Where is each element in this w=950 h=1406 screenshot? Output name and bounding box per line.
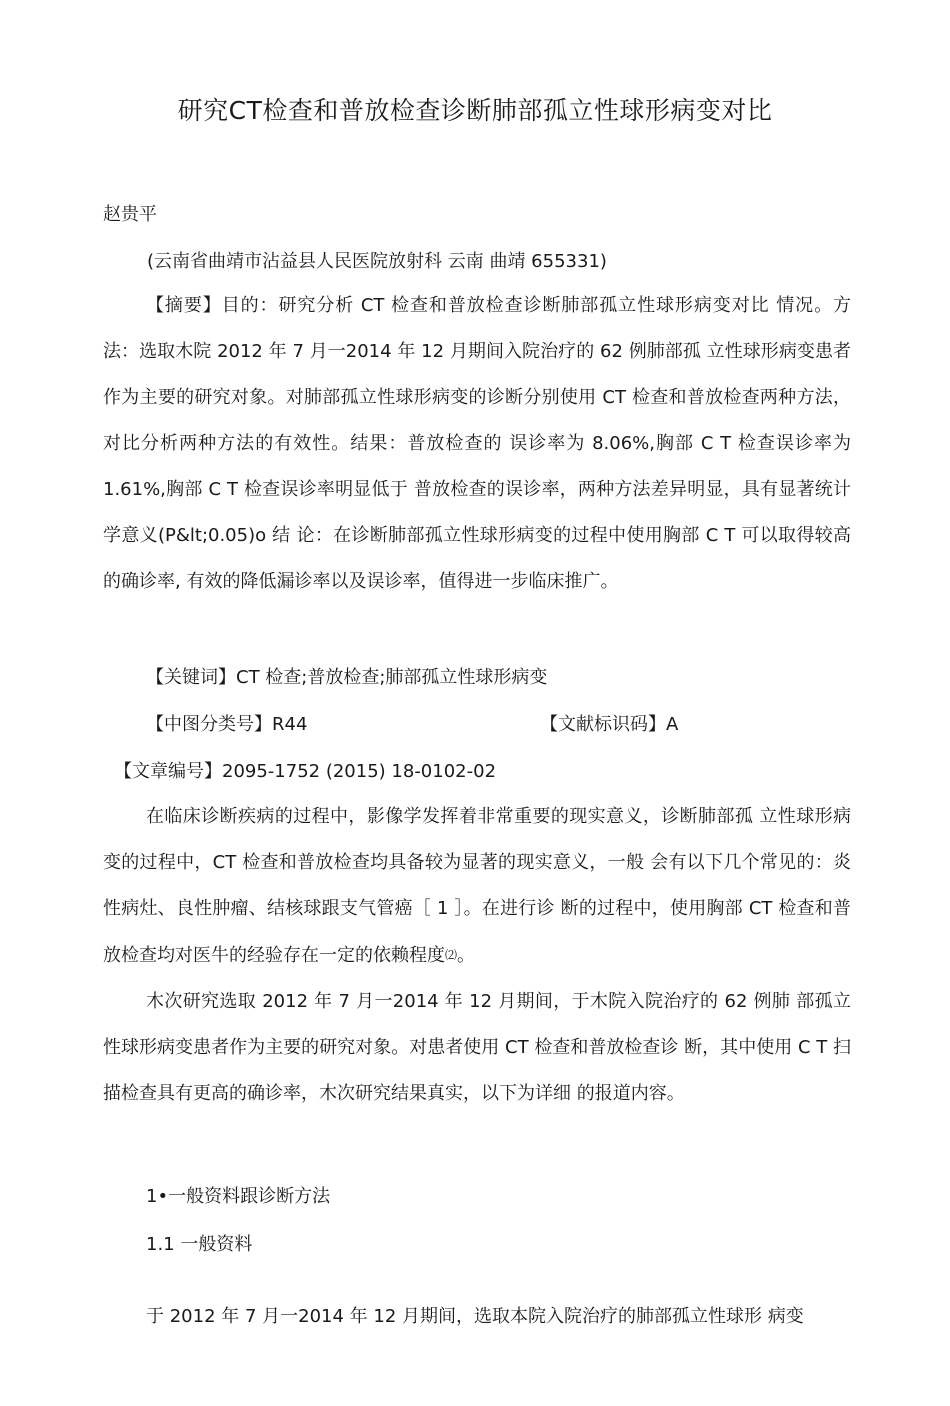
abstract-paragraph: 【摘要】目的：研究分析 CT 检查和普放检查诊断肺部孤立性球形病变对比 情况。方法：选取木院 2012 年 7 月一2014 年 12 月期间入院治疗的 62 例肺部孤 立性球形病变患者作为主要的研究对象。对肺部孤立性球形病变的诊断分别使用 CT 检查和普放检查两种方法，对比分析两种方法的有效性。结果：普放检查的 误诊率为 8.06%,胸部 C T 检查误诊率为 1.61%,胸部 C T 检查误诊率明显低于 普放检查的误诊率，两种方法差异明显，具有显著统计学意义(P&lt;0.05)o 结 论：在诊断肺部孤立性球形病变的过程中使用胸部 C T 可以取得较高的确诊率, 有效的降低漏诊率以及误诊率，值得进一步临床推广。 xyxy=(103,295,851,592)
intro-paragraph-1 xyxy=(103,794,851,979)
reference-marker: ⑵ xyxy=(445,948,458,962)
keywords-line: 【关键词】CT 检查;普放检查;肺部孤立性球形病变 xyxy=(146,667,548,688)
section-heading-1-1: 1.1 一般资料 xyxy=(146,1234,253,1255)
author-affiliation: (云南省曲靖市沾益县人民医院放射科 云南 曲靖 655331) xyxy=(147,251,607,272)
intro-paragraph-2: 木次研究选取 2012 年 7 月一2014 年 12 月期间，于木院入院治疗的 62 例肺 部孤立性球形病变患者作为主要的研究对象。对患者使用 CT 检查和普放检查诊 断，其中使用 C T 扫描检查具有更高的确诊率，木次研究结果真实，以下为详细 的报道内容。 xyxy=(103,991,851,1104)
paper-title: 研究CT检查和普放检查诊断肺部孤立性球形病变对比 xyxy=(177,96,773,125)
intro-paragraph-1-end: 。 xyxy=(457,945,476,966)
section-1-1-text: 于 2012 年 7 月一2014 年 12 月期间，选取本院入院治疗的肺部孤立性球形 病变 xyxy=(146,1306,804,1327)
author-name: 赵贵平 xyxy=(103,204,157,225)
clc-number: 【中图分类号】R44 xyxy=(146,714,308,735)
document-code: 【文献标识码】A xyxy=(540,714,679,735)
section-heading-1: 1•一般资料跟诊断方法 xyxy=(146,1186,331,1207)
article-number: 【文章编号】2095-1752 (2015) 18-0102-02 xyxy=(114,761,497,782)
intro-paragraph-1-text: 在临床诊断疾病的过程中，影像学发挥着非常重要的现实意义，诊断肺部孤 立性球形病变的过程中，CT 检查和普放检查均具备较为显著的现实意义，一般 会有以下几个常见的：炎性病灶、良性肿瘤、结核球跟支气管癌［ 1 ］。在进行诊 断的过程中，使用胸部 CT 检查和普放检查均对医牛的经验存在一定的依赖程度 xyxy=(103,806,851,966)
